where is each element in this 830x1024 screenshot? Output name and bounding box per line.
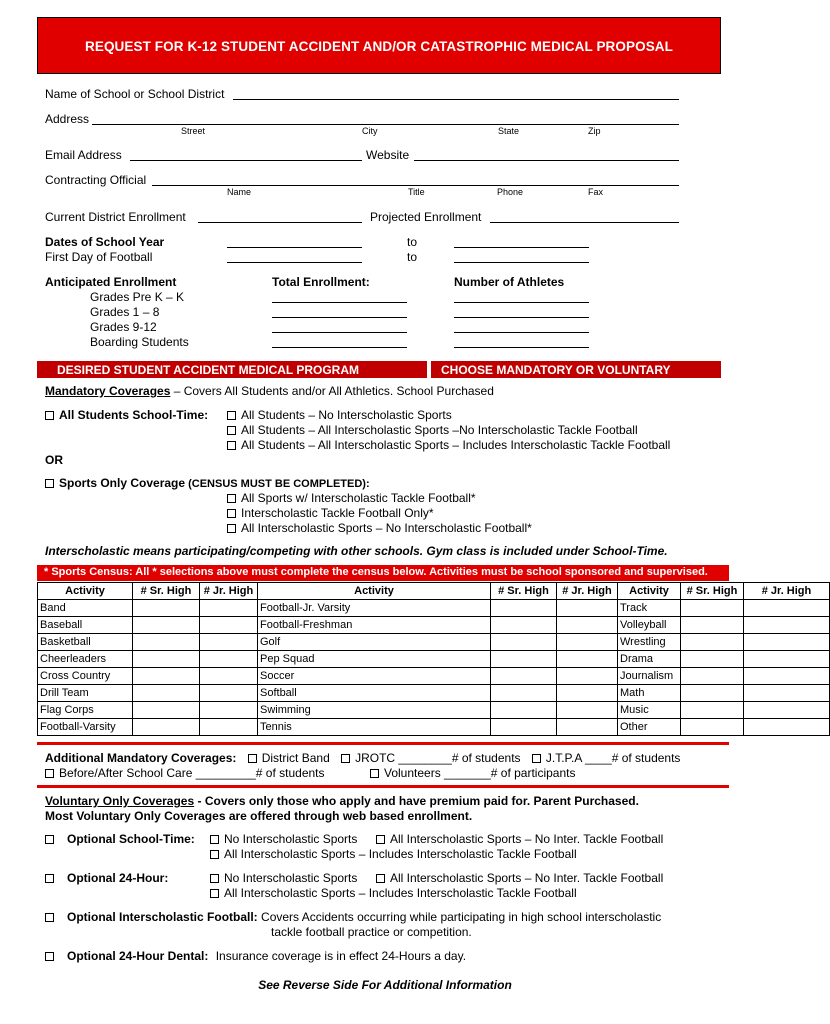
website-label: Website (366, 148, 410, 162)
jtpa-option[interactable] (532, 751, 681, 765)
volunteers-option[interactable] (370, 766, 575, 780)
checkbox-icon[interactable] (210, 835, 219, 844)
email-label: Email Address (45, 148, 122, 162)
title-banner (37, 17, 721, 74)
table-row (38, 685, 830, 702)
count-cell[interactable] (557, 668, 618, 685)
current-enrollment-field[interactable] (198, 222, 362, 223)
count-cell[interactable] (557, 719, 618, 736)
option-text: JROTC ________# of students (355, 751, 521, 765)
option-text: All Students – All Interscholastic Sports –No Interscholastic Tackle Football (241, 423, 638, 437)
option-text: All Interscholastic Sports – No Interscholastic Football* (241, 521, 532, 535)
or-label: OR (45, 453, 63, 467)
checkbox-icon[interactable] (210, 874, 219, 883)
option-text: All Interscholastic Sports – No Inter. Tackle Football (390, 871, 664, 885)
table-row (38, 668, 830, 685)
option-text: No Interscholastic Sports (224, 832, 358, 846)
count-cell[interactable] (744, 719, 830, 736)
activity-cell: Tennis (258, 719, 491, 736)
table-row (38, 702, 830, 719)
optional-school-time[interactable] (45, 832, 195, 846)
optional-school-time-option[interactable] (210, 847, 577, 861)
column-header: # Jr. High (744, 583, 830, 600)
checkbox-icon[interactable] (341, 754, 350, 763)
activity-cell: Football-Freshman (258, 617, 491, 634)
count-cell[interactable] (133, 668, 200, 685)
count-cell[interactable] (681, 634, 744, 651)
count-cell[interactable] (744, 702, 830, 719)
interscholastic-note: Interscholastic means participating/competing with other schools. Gym class is included under School-Time. (45, 544, 668, 558)
checkbox-icon[interactable] (45, 874, 54, 883)
total-enrollment-header: Total Enrollment: (272, 275, 370, 289)
checkbox-icon[interactable] (376, 835, 385, 844)
option-text: No Interscholastic Sports (224, 871, 358, 885)
activity-cell: Basketball (38, 634, 133, 651)
count-cell[interactable] (681, 600, 744, 617)
option-text: J.T.P.A ____# of students (545, 751, 681, 765)
column-header: # Jr. High (557, 583, 618, 600)
zip-label: Zip (588, 126, 601, 136)
sports-only-option[interactable] (227, 521, 532, 535)
count-cell[interactable] (133, 702, 200, 719)
school-time-option[interactable] (227, 408, 452, 422)
count-cell[interactable] (681, 702, 744, 719)
total-enrollment-field[interactable] (272, 332, 407, 333)
football-end-field[interactable] (454, 262, 589, 263)
activity-cell: Journalism (618, 668, 681, 685)
checkbox-icon[interactable] (227, 441, 236, 450)
school-time-option[interactable] (227, 438, 670, 452)
additional-coverages-row-1 (45, 751, 680, 765)
column-header: # Sr. High (491, 583, 557, 600)
count-cell[interactable] (200, 600, 258, 617)
program-bar-left (37, 361, 427, 378)
dates-school-year-label: Dates of School Year (45, 235, 165, 249)
checkbox-icon[interactable] (45, 769, 54, 778)
checkbox-icon[interactable] (248, 754, 257, 763)
checkbox-icon[interactable] (210, 889, 219, 898)
official-title-label: Title (408, 187, 425, 197)
option-text: Before/After School Care _________# of students (59, 766, 325, 780)
contracting-official-field[interactable] (152, 185, 679, 186)
activity-cell: Drama (618, 651, 681, 668)
program-bar-right (431, 361, 721, 378)
checkbox-icon[interactable] (210, 850, 219, 859)
activity-cell: Cross Country (38, 668, 133, 685)
total-enrollment-field[interactable] (272, 347, 407, 348)
total-enrollment-field[interactable] (272, 302, 407, 303)
count-cell[interactable] (491, 600, 557, 617)
count-cell[interactable] (744, 617, 830, 634)
count-cell[interactable] (133, 600, 200, 617)
official-name-label: Name (227, 187, 252, 197)
program-bar-left-text: DESIRED STUDENT ACCIDENT MEDICAL PROGRAM (57, 363, 360, 377)
count-cell[interactable] (681, 651, 744, 668)
program-bar-right-text: CHOOSE MANDATORY OR VOLUNTARY (441, 363, 671, 377)
sports-only-option[interactable] (227, 506, 434, 520)
count-cell[interactable] (200, 685, 258, 702)
football-text-continued: tackle football practice or competition. (271, 925, 472, 939)
official-phone-label: Phone (497, 187, 524, 197)
census-header-row (38, 583, 830, 600)
column-header: Activity (258, 583, 491, 600)
count-cell[interactable] (200, 634, 258, 651)
grade-label: Boarding Students (90, 335, 189, 349)
checkbox-icon[interactable] (45, 411, 54, 420)
sports-only-coverage[interactable] (45, 476, 370, 490)
sports-only-option[interactable] (227, 491, 476, 505)
count-cell[interactable] (744, 634, 830, 651)
athletes-field[interactable] (454, 302, 589, 303)
projected-enrollment-field[interactable] (490, 222, 679, 223)
to-label-2: to (407, 250, 418, 264)
activity-cell: Football-Varsity (38, 719, 133, 736)
count-cell[interactable] (744, 668, 830, 685)
column-header: # Jr. High (200, 583, 258, 600)
sports-census-table (37, 582, 830, 736)
sports-only-label: Sports Only Coverage (59, 476, 186, 490)
count-cell[interactable] (744, 651, 830, 668)
page-title: REQUEST FOR K-12 STUDENT ACCIDENT AND/OR CATASTROPHIC MEDICAL PROPOSAL (84, 39, 674, 54)
footer-note: See Reverse Side For Additional Information (258, 978, 512, 992)
option-text: All Students – All Interscholastic Sports – Includes Interscholastic Tackle Football (241, 438, 671, 452)
count-cell[interactable] (133, 719, 200, 736)
count-cell[interactable] (200, 651, 258, 668)
count-cell[interactable] (557, 600, 618, 617)
activity-cell: Music (618, 702, 681, 719)
option-label: Optional 24-Hour: (67, 871, 169, 885)
grade-label: Grades Pre K – K (90, 290, 185, 304)
athletes-field[interactable] (454, 317, 589, 318)
activity-cell: Pep Squad (258, 651, 491, 668)
athletes-field[interactable] (454, 332, 589, 333)
count-cell[interactable] (133, 617, 200, 634)
option-text: All Interscholastic Sports – Includes Interscholastic Tackle Football (224, 886, 577, 900)
option-text: All Sports w/ Interscholastic Tackle Football* (241, 491, 476, 505)
table-row (38, 600, 830, 617)
count-cell[interactable] (491, 668, 557, 685)
count-cell[interactable] (133, 634, 200, 651)
table-row (38, 634, 830, 651)
option-text: Insurance coverage is in effect 24-Hours a day. (215, 949, 467, 963)
voluntary-web-note: Most Voluntary Only Coverages are offered through web based enrollment. (45, 809, 473, 823)
option-label: Optional Interscholastic Football: (67, 910, 258, 924)
projected-enrollment-label: Projected Enrollment (370, 210, 482, 224)
checkbox-icon[interactable] (370, 769, 379, 778)
address-field[interactable] (92, 124, 679, 125)
mandatory-heading-title: Mandatory Coverages (45, 384, 171, 398)
city-label: City (362, 126, 378, 136)
all-students-school-time[interactable] (45, 408, 208, 422)
option-text: District Band (261, 751, 330, 765)
grade-label: Grades 9-12 (90, 320, 157, 334)
contracting-official-label: Contracting Official (45, 173, 147, 187)
mandatory-heading-text: – Covers All Students and/or All Athletics. School Purchased (170, 384, 494, 398)
count-cell[interactable] (133, 685, 200, 702)
census-banner-text: * Sports Census: All * selections above must complete the census below. Activities must be school sponsored and supervised. (44, 566, 708, 578)
optional-school-time-option[interactable] (210, 832, 357, 846)
additional-coverages-label: Additional Mandatory Coverages: (45, 751, 237, 765)
count-cell[interactable] (557, 702, 618, 719)
activity-cell: Wrestling (618, 634, 681, 651)
activity-cell: Band (38, 600, 133, 617)
activity-cell: Soccer (258, 668, 491, 685)
option-label: Optional School-Time: (67, 832, 195, 846)
state-label: State (498, 126, 520, 136)
count-cell[interactable] (681, 685, 744, 702)
count-cell[interactable] (681, 617, 744, 634)
district-band-option[interactable] (248, 751, 330, 765)
count-cell[interactable] (200, 617, 258, 634)
to-label-1: to (407, 235, 418, 249)
optional-football[interactable] (45, 910, 661, 924)
checkbox-icon[interactable] (227, 494, 236, 503)
current-enrollment-label: Current District Enrollment (45, 210, 186, 224)
activity-cell: Math (618, 685, 681, 702)
checkbox-icon[interactable] (45, 479, 54, 488)
column-header: Activity (38, 583, 133, 600)
count-cell[interactable] (491, 634, 557, 651)
school-time-label: All Students School-Time: (59, 408, 209, 422)
column-header: # Sr. High (133, 583, 200, 600)
number-athletes-header: Number of Athletes (454, 275, 565, 289)
athletes-field[interactable] (454, 347, 589, 348)
address-label: Address (45, 112, 90, 126)
table-row (38, 617, 830, 634)
count-cell[interactable] (681, 668, 744, 685)
first-day-football-label: First Day of Football (45, 250, 153, 264)
optional-24-hour-option[interactable] (376, 871, 663, 885)
school-name-label: Name of School or School District (45, 87, 225, 101)
sports-only-note: (CENSUS MUST BE COMPLETED): (185, 478, 370, 490)
street-label: Street (181, 126, 206, 136)
school-time-option[interactable] (227, 423, 638, 437)
count-cell[interactable] (491, 617, 557, 634)
voluntary-heading-title: Voluntary Only Coverages (45, 794, 195, 808)
count-cell[interactable] (557, 634, 618, 651)
count-cell[interactable] (491, 651, 557, 668)
voluntary-heading-text: - Covers only those who apply and have premium paid for. Parent Purchased. (194, 794, 639, 808)
optional-school-time-option[interactable] (376, 832, 663, 846)
optional-24-hour-option[interactable] (210, 871, 357, 885)
checkbox-icon[interactable] (45, 835, 54, 844)
option-label: Optional 24-Hour Dental: (67, 949, 209, 963)
school-name-field[interactable] (233, 99, 679, 100)
activity-cell: Flag Corps (38, 702, 133, 719)
activity-cell: Cheerleaders (38, 651, 133, 668)
before-after-option[interactable] (45, 766, 325, 780)
count-cell[interactable] (744, 600, 830, 617)
checkbox-icon[interactable] (45, 913, 54, 922)
voluntary-heading (45, 794, 639, 808)
option-text: All Students – No Interscholastic Sports (241, 408, 452, 422)
football-start-field[interactable] (227, 262, 362, 263)
count-cell[interactable] (557, 651, 618, 668)
column-header: # Sr. High (681, 583, 744, 600)
count-cell[interactable] (491, 685, 557, 702)
activity-cell: Volleyball (618, 617, 681, 634)
activity-cell: Baseball (38, 617, 133, 634)
checkbox-icon[interactable] (45, 952, 54, 961)
count-cell[interactable] (200, 702, 258, 719)
count-cell[interactable] (491, 719, 557, 736)
jrotc-option[interactable] (341, 751, 520, 765)
option-text: All Interscholastic Sports – No Inter. Tackle Football (390, 832, 664, 846)
activity-cell: Other (618, 719, 681, 736)
total-enrollment-field[interactable] (272, 317, 407, 318)
checkbox-icon[interactable] (532, 754, 541, 763)
optional-dental[interactable] (45, 949, 466, 963)
activity-cell: Football-Jr. Varsity (258, 600, 491, 617)
count-cell[interactable] (744, 685, 830, 702)
anticipated-enrollment-label: Anticipated Enrollment (45, 275, 177, 289)
activity-cell: Drill Team (38, 685, 133, 702)
option-text: Covers Accidents occurring while participating in high school interscholastic (261, 910, 662, 924)
count-cell[interactable] (133, 651, 200, 668)
count-cell[interactable] (681, 719, 744, 736)
activity-cell: Swimming (258, 702, 491, 719)
table-row (38, 651, 830, 668)
optional-24-hour-option[interactable] (210, 886, 577, 900)
checkbox-icon[interactable] (227, 411, 236, 420)
checkbox-icon[interactable] (227, 426, 236, 435)
section-divider (37, 785, 729, 788)
school-year-end-field[interactable] (454, 247, 589, 248)
official-fax-label: Fax (588, 187, 604, 197)
count-cell[interactable] (557, 617, 618, 634)
website-field[interactable] (414, 160, 679, 161)
activity-cell: Track (618, 600, 681, 617)
checkbox-icon[interactable] (227, 509, 236, 518)
checkbox-icon[interactable] (227, 524, 236, 533)
activity-cell: Softball (258, 685, 491, 702)
count-cell[interactable] (200, 668, 258, 685)
count-cell[interactable] (491, 702, 557, 719)
table-row (38, 719, 830, 736)
email-field[interactable] (130, 160, 362, 161)
section-divider (37, 742, 729, 745)
activity-cell: Golf (258, 634, 491, 651)
option-text: All Interscholastic Sports – Includes Interscholastic Tackle Football (224, 847, 577, 861)
grade-label: Grades 1 – 8 (90, 305, 160, 319)
school-year-start-field[interactable] (227, 247, 362, 248)
count-cell[interactable] (200, 719, 258, 736)
option-text: Interscholastic Tackle Football Only* (241, 506, 434, 520)
census-banner (37, 565, 729, 581)
column-header: Activity (618, 583, 681, 600)
count-cell[interactable] (557, 685, 618, 702)
mandatory-heading (45, 384, 494, 398)
option-text: Volunteers _______# of participants (384, 766, 576, 780)
optional-24-hour[interactable] (45, 871, 168, 885)
checkbox-icon[interactable] (376, 874, 385, 883)
